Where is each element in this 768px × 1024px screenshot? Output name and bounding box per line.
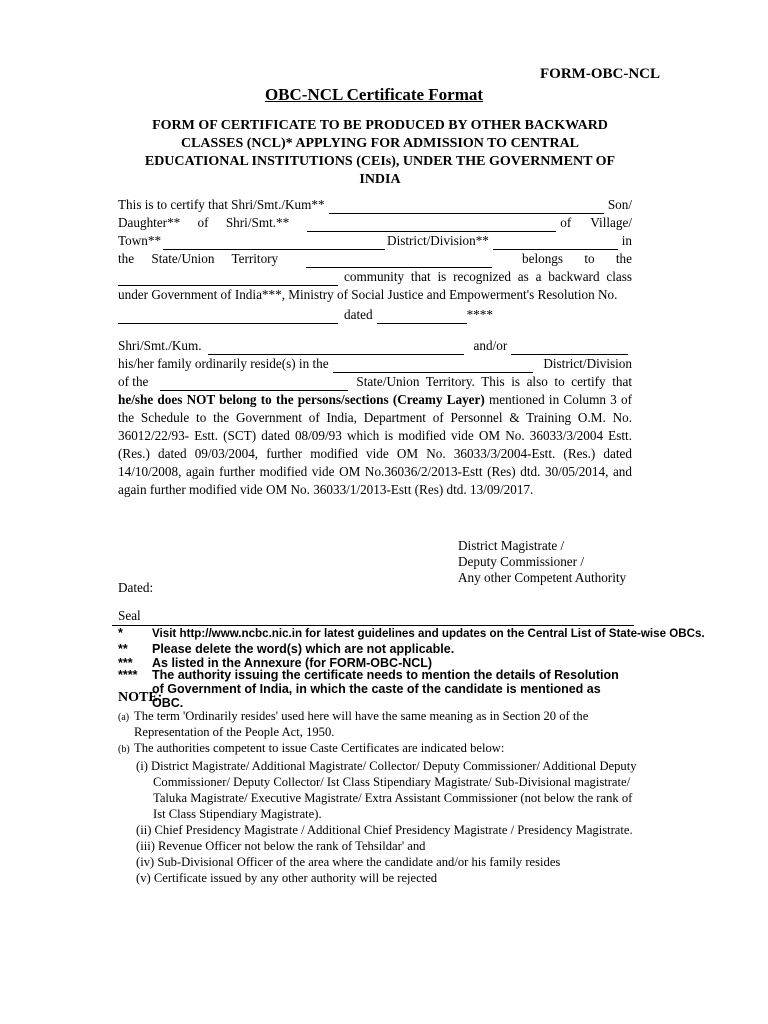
text-daughter-of: Daughter** of Shri/Smt.** bbox=[118, 215, 290, 230]
text-of-the: of the bbox=[118, 374, 149, 389]
creamy-layer-paragraph bbox=[118, 391, 632, 499]
blank-residence-state[interactable] bbox=[160, 378, 348, 391]
blank-family[interactable] bbox=[511, 342, 628, 355]
note-b-iii: (iii) Revenue Officer not below the rank of Tehsildar' and bbox=[136, 839, 426, 853]
footnote-3-text: As listed in the Annexure (for FORM-OBC-NCL) bbox=[152, 656, 433, 670]
dated-label: Dated: bbox=[118, 580, 154, 595]
note-a: (a) The term 'Ordinarily resides' used here will have the same meaning as in Section 20 of the Representation of the People Act, 1950. bbox=[118, 708, 648, 740]
text-district-division-2: District/Division bbox=[543, 356, 632, 371]
text-creamy-layer: he/she does NOT belong to the persons/sections (Creamy Layer) bbox=[118, 392, 485, 407]
text-town: Town** bbox=[118, 233, 162, 248]
document-title: OBC-NCL Certificate Format bbox=[264, 85, 484, 104]
blank-state[interactable] bbox=[306, 255, 492, 268]
text-belongs-to: belongs to the bbox=[522, 251, 632, 266]
footnote-4: **** The authority issuing the certificate needs to mention the details of Resolution of Government of India, in which the caste of the candidate is mentioned as OBC. bbox=[118, 668, 628, 710]
text-ordinarily-reside: his/her family ordinarily reside(s) in the bbox=[118, 356, 329, 371]
blank-district[interactable] bbox=[493, 237, 618, 250]
sig-deputy-commissioner: Deputy Commissioner / bbox=[458, 554, 585, 569]
footnote-1: * Visit http://www.ncbc.nic.in for latest guidelines and updates on the Central List of State-wise OBCs. bbox=[118, 626, 705, 640]
certificate-body-part1 bbox=[118, 196, 632, 324]
text-resolution: under Government of India***, Ministry of Social Justice and Empowerment's Resolution No. bbox=[118, 287, 618, 302]
certificate-body-part2 bbox=[118, 337, 632, 499]
note-b-v: (v) Certificate issued by any other authority will be rejected bbox=[136, 871, 438, 885]
note-b-ii: (ii) Chief Presidency Magistrate / Additional Chief Presidency Magistrate / Presidency Magistrate. bbox=[136, 823, 633, 837]
note-b-i: (i) District Magistrate/ Additional Magistrate/ Collector/ Deputy Commissioner/ Additional Deputy Commissioner/ Deputy Collector/ Ist Class Stipendiary Magistrate/ Sub-Divisional magistrate/ Taluka Magistrate/ Executive Magistrate/ Extra Assistant Commissioner (not below the rank of Ist Class Stipendiary Magistrate). bbox=[136, 759, 637, 821]
footnote-2: ** Please delete the word(s) which are not applicable. bbox=[118, 642, 455, 656]
text-dated: dated bbox=[344, 307, 373, 322]
text-four-stars: **** bbox=[466, 307, 493, 322]
blank-applicant-name[interactable] bbox=[208, 342, 464, 355]
text-of-village: of Village/ bbox=[560, 215, 632, 230]
text-son: Son/ bbox=[607, 197, 632, 212]
text-in: in bbox=[621, 233, 632, 248]
note-b-text: The authorities competent to issue Caste Certificates are indicated below: bbox=[134, 741, 505, 755]
footnote-1-text: Visit http://www.ncbc.nic.in for latest guidelines and updates on the Central List of State-wise OBCs. bbox=[152, 627, 705, 640]
text-and-or: and/or bbox=[473, 338, 508, 353]
text-state-ut: the State/Union Territory bbox=[118, 251, 279, 266]
text-state-also-certify: State/Union Territory. This is also to certify that bbox=[356, 374, 632, 389]
blank-residence[interactable] bbox=[333, 360, 534, 373]
document-heading: FORM OF CERTIFICATE TO BE PRODUCED BY OTHER BACKWARD CLASSES (NCL)* APPLYING FOR ADMISSION TO CENTRAL EDUCATIONAL INSTITUTIONS (CEIs), UNDER THE GOVERNMENT OF INDIA bbox=[144, 118, 616, 187]
note-a-text: The term 'Ordinarily resides' used here will have the same meaning as in Section 20 of the Representation of the People Act, 1950. bbox=[134, 709, 589, 739]
form-code: FORM-OBC-NCL bbox=[540, 66, 660, 82]
text-community-recognized: community that is recognized as a backward class bbox=[344, 269, 632, 284]
text-shri-smt-kum: Shri/Smt./Kum. bbox=[118, 338, 202, 353]
blank-community[interactable] bbox=[118, 273, 338, 286]
note-b-iv: (iv) Sub-Divisional Officer of the area where the candidate and/or his family resides bbox=[136, 855, 561, 869]
blank-town[interactable] bbox=[163, 237, 385, 250]
footnote-3: *** As listed in the Annexure (for FORM-OBC-NCL) bbox=[118, 656, 433, 670]
blank-resolution-date[interactable] bbox=[377, 311, 467, 324]
blank-parent-name[interactable] bbox=[307, 219, 556, 232]
note-b: (b) The authorities competent to issue Caste Certificates are indicated below: bbox=[118, 740, 648, 758]
blank-resolution-no[interactable] bbox=[118, 311, 338, 324]
footnote-4-text: The authority issuing the certificate needs to mention the details of Resolution of Government of India, in which the caste of the candidate is mentioned as OBC. bbox=[152, 668, 619, 710]
sig-competent-authority: Any other Competent Authority bbox=[458, 570, 627, 585]
text-om-references: mentioned in Column 3 of the Schedule to the Government of India, Department of Personnel & Training O.M. No. 36012/22/93- Estt. (SCT) dated 08/09/93 which is modified vide OM No. 36033/3/2004 Estt.(Res.) dated 09/03/2004, further modified vide OM No. 36033/3/2004-Estt. (Res.) dated 14/10/2008, again further modified vide OM No.36036/2/2013-Estt (Res) dtd. 30/05/2014, and again further modified vide OM No. 36033/1/2013-Estt (Res) dtd. 13/09/2017. bbox=[118, 392, 632, 497]
signature-block bbox=[458, 538, 626, 586]
sig-district-magistrate: District Magistrate / bbox=[458, 538, 565, 553]
footnote-2-text: Please delete the word(s) which are not applicable. bbox=[152, 642, 455, 656]
blank-candidate-name[interactable] bbox=[329, 201, 604, 214]
text-certify: This is to certify that Shri/Smt./Kum** bbox=[118, 197, 325, 212]
text-district-division: District/Division** bbox=[387, 233, 489, 248]
note-title: NOTE: bbox=[118, 690, 163, 705]
notes-list bbox=[118, 708, 648, 886]
seal-label: Seal bbox=[118, 608, 141, 623]
